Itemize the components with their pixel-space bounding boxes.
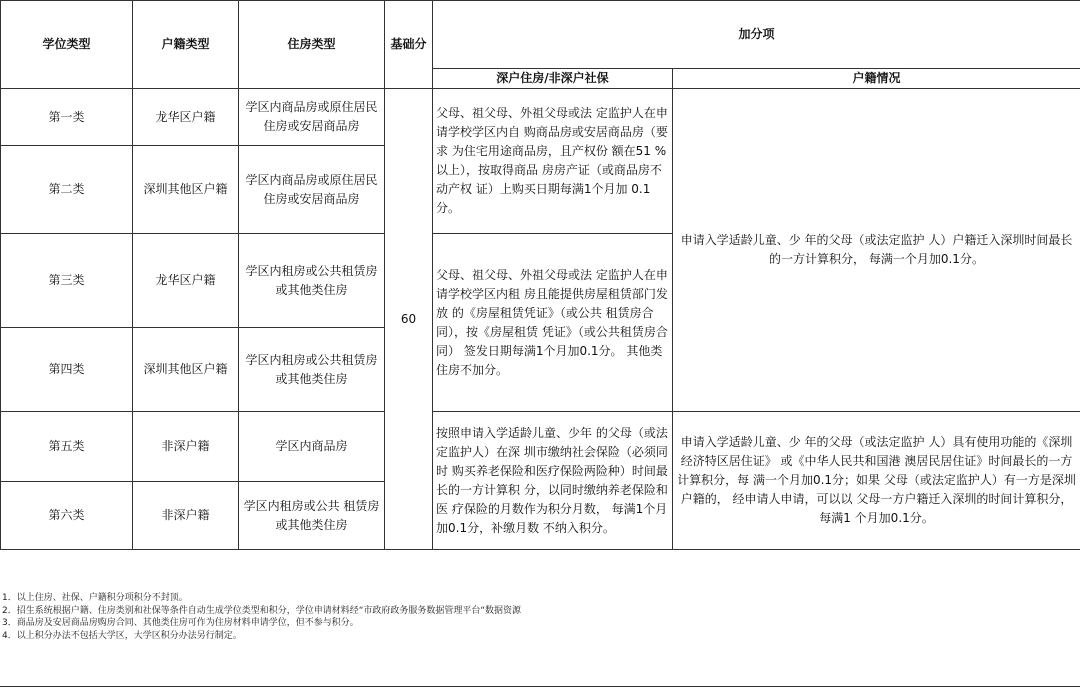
housing-cell: 学区内租房或公共租赁房或其他类住房 — [239, 234, 385, 328]
housing-cell: 学区内商品房或原住居民住房或安居商品房 — [239, 146, 385, 234]
header-base-score: 基础分 — [385, 1, 433, 89]
school-type-cell: 第二类 — [1, 146, 133, 234]
bonus-social-insurance-cell: 按照申请入学适龄儿童、少年 的父母（或法定监护人）在深 圳市缴纳社会保险（必须同时 购买养老保险和医疗保险两险种）时间最长的一方计算积 分，以同时缴纳养老保险和医 疗保险的月数作为积分月数， 每满1个月加0.1分，补缴月数 不纳入积分。 — [433, 412, 673, 550]
hukou-cell: 非深户籍 — [133, 482, 239, 550]
footnote-2: 2．招生系统根据户籍、住房类别和社保等条件自动生成学位类型和积分，学位申请材料经“市政府政务服务数据管理平台“数据资源 — [2, 605, 522, 616]
housing-cell: 学区内商品房或原住居民住房或安居商品房 — [239, 89, 385, 146]
school-type-cell: 第四类 — [1, 328, 133, 412]
header-bonus: 加分项 — [433, 1, 1080, 69]
footnote-3: 3．商品房及安居商品房购房合同、其他类住房可作为住房材料申请学位，但不参与积分。 — [2, 618, 359, 628]
bonus-hukou-nonshenzhen-cell: 申请入学适龄儿童、少 年的父母（或法定监护 人）具有使用功能的《深圳经济特区居住证》 或《中华人民共和国港 澳居民居住证》时间最长的一方计算积分，每 满一个月加0.1分；如果 父母（或法定监护人）有一方是深圳户籍的， 经申请人申请，可以以 父母一方户籍迁入深圳的时间计算积分，每满1 个月加0.1分。 — [673, 412, 1080, 550]
table-row — [1, 412, 1080, 482]
hukou-cell: 龙华区户籍 — [133, 234, 239, 328]
bonus-hukou-shenzhen-cell: 申请入学适龄儿童、少 年的父母（或法定监护 人）户籍迁入深圳时间最长的一方计算积分， 每满一个月加0.1分。 — [673, 89, 1080, 412]
hukou-cell: 深圳其他区户籍 — [133, 328, 239, 412]
school-type-cell: 第三类 — [1, 234, 133, 328]
header-bonus-hukou: 户籍情况 — [673, 69, 1080, 89]
hukou-cell: 深圳其他区户籍 — [133, 146, 239, 234]
header-housing-type: 住房类型 — [239, 1, 385, 89]
hukou-cell: 非深户籍 — [133, 412, 239, 482]
school-type-cell: 第一类 — [1, 89, 133, 146]
footnote-4: 4．以上积分办法不包括大学区，大学区积分办法另行制定。 — [2, 630, 242, 641]
base-score-cell: 60 — [385, 89, 433, 550]
header-school-type: 学位类型 — [1, 1, 133, 89]
school-type-cell: 第六类 — [1, 482, 133, 550]
footnotes — [0, 592, 1080, 642]
table-row — [1, 89, 1080, 146]
bottom-divider — [0, 686, 1080, 687]
header-hukou-type: 户籍类型 — [133, 1, 239, 89]
housing-cell: 学区内商品房 — [239, 412, 385, 482]
housing-cell: 学区内租房或公共 租赁房或其他类住房 — [239, 482, 385, 550]
bonus-rental-cell: 父母、祖父母、外祖父母或法 定监护人在申请学校学区内租 房且能提供房屋租赁部门发放 的《房屋租赁凭证》（或公共 租赁房合同），按《房屋租赁 凭证》（或公共租赁房合同） 签发日期每满1个月加0.1分。 其他类住房不加分。 — [433, 234, 673, 412]
housing-cell: 学区内租房或公共租赁房或其他类住房 — [239, 328, 385, 412]
footnote-1: 1．以上住房、社保、户籍积分项积分不封顶。 — [2, 593, 188, 603]
bonus-property-cell: 父母、祖父母、外祖父母或法 定监护人在申请学校学区内自 购商品房或安居商品房（要求 为住宅用途商品房，且产权份 额在51 %以上），按取得商品 房房产证（或商品房不动产权 证）上购买日期每满1个月加 0.1 分。 — [433, 89, 673, 234]
school-type-cell: 第五类 — [1, 412, 133, 482]
header-bonus-housing: 深户住房/非深户社保 — [433, 69, 673, 89]
hukou-cell: 龙华区户籍 — [133, 89, 239, 146]
